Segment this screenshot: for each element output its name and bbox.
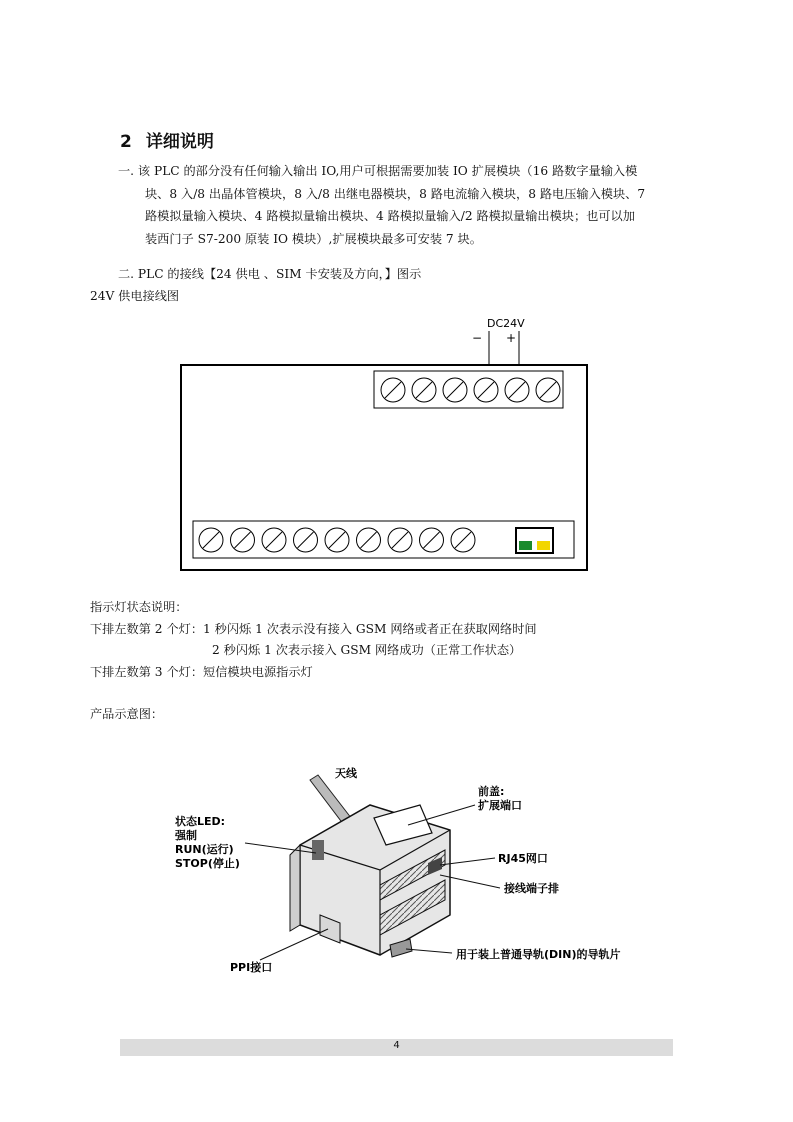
label-front-cover-2: 扩展端口 <box>478 799 522 812</box>
indicator-line-2: 2 秒闪烁 1 次表示接入 GSM 网络成功（正常工作状态） <box>212 643 522 657</box>
paragraph-line: 一. 该 PLC 的部分没有任何输入输出 IO,用户可根据需要加装 IO 扩展模块（16 路数字量输入模 <box>118 164 638 178</box>
product-caption: 产品示意图： <box>90 707 164 721</box>
green-led <box>519 541 532 550</box>
label-terminal: 接线端子排 <box>504 882 559 895</box>
indicator-line-3: 下排左数第 3 个灯：短信模块电源指示灯 <box>90 665 313 679</box>
label-stop: STOP(停止) <box>175 857 240 870</box>
status-led-block <box>312 840 324 860</box>
wiring-diagram <box>170 312 600 574</box>
label-force: 强制 <box>175 829 197 842</box>
indicator-line-1-prefix: 下排左数第 2 个灯： <box>90 622 204 636</box>
bottom-screws <box>199 528 475 552</box>
section-number: 2 <box>120 132 132 152</box>
yellow-led <box>537 541 550 550</box>
product-illustration <box>140 745 660 1005</box>
section2-title: 二. PLC 的接线【24 供电 、SIM 卡安装及方向，】图示 <box>118 267 422 281</box>
indicator-line-1-text: 1 秒闪烁 1 次表示没有接入 GSM 网络或者正在获取网络时间 <box>203 622 537 636</box>
section1-paragraph <box>118 160 645 250</box>
diagram-caption: 24V 供电接线图 <box>90 289 180 303</box>
plus-label: + <box>506 331 517 345</box>
paragraph-line: 路模拟量输入模块、4 路模拟量输出模块、4 路模拟量输入/2 路模拟量输出模块；也可以加 <box>145 209 635 223</box>
section-title: 详细说明 <box>145 132 214 152</box>
label-antenna: 天线 <box>335 767 357 780</box>
label-din-rail: 用于装上普通导轨(DIN)的导轨片 <box>456 948 621 961</box>
section-heading <box>120 127 214 152</box>
page-number: 4 <box>393 1040 400 1051</box>
minus-label: − <box>472 331 483 345</box>
label-rj45: RJ45网口 <box>498 852 548 865</box>
paragraph-line: 装西门子 S7-200 原装 IO 模块）,扩展模块最多可安装 7 块。 <box>145 231 482 246</box>
paragraph-line: 块、8 入/8 出晶体管模块，8 入/8 出继电器模块，8 路电流输入模块，8 路电压输入模块、7 <box>145 186 646 201</box>
label-run: RUN(运行) <box>175 843 234 856</box>
label-front-cover-1: 前盖: <box>478 785 505 798</box>
indicator-title: 指示灯状态说明： <box>90 600 188 614</box>
label-status-led: 状态LED: <box>175 815 226 828</box>
indicator-line-1 <box>90 620 537 637</box>
dc24v-label: DC24V <box>487 317 525 330</box>
label-ppi: PPI接口 <box>230 961 273 974</box>
